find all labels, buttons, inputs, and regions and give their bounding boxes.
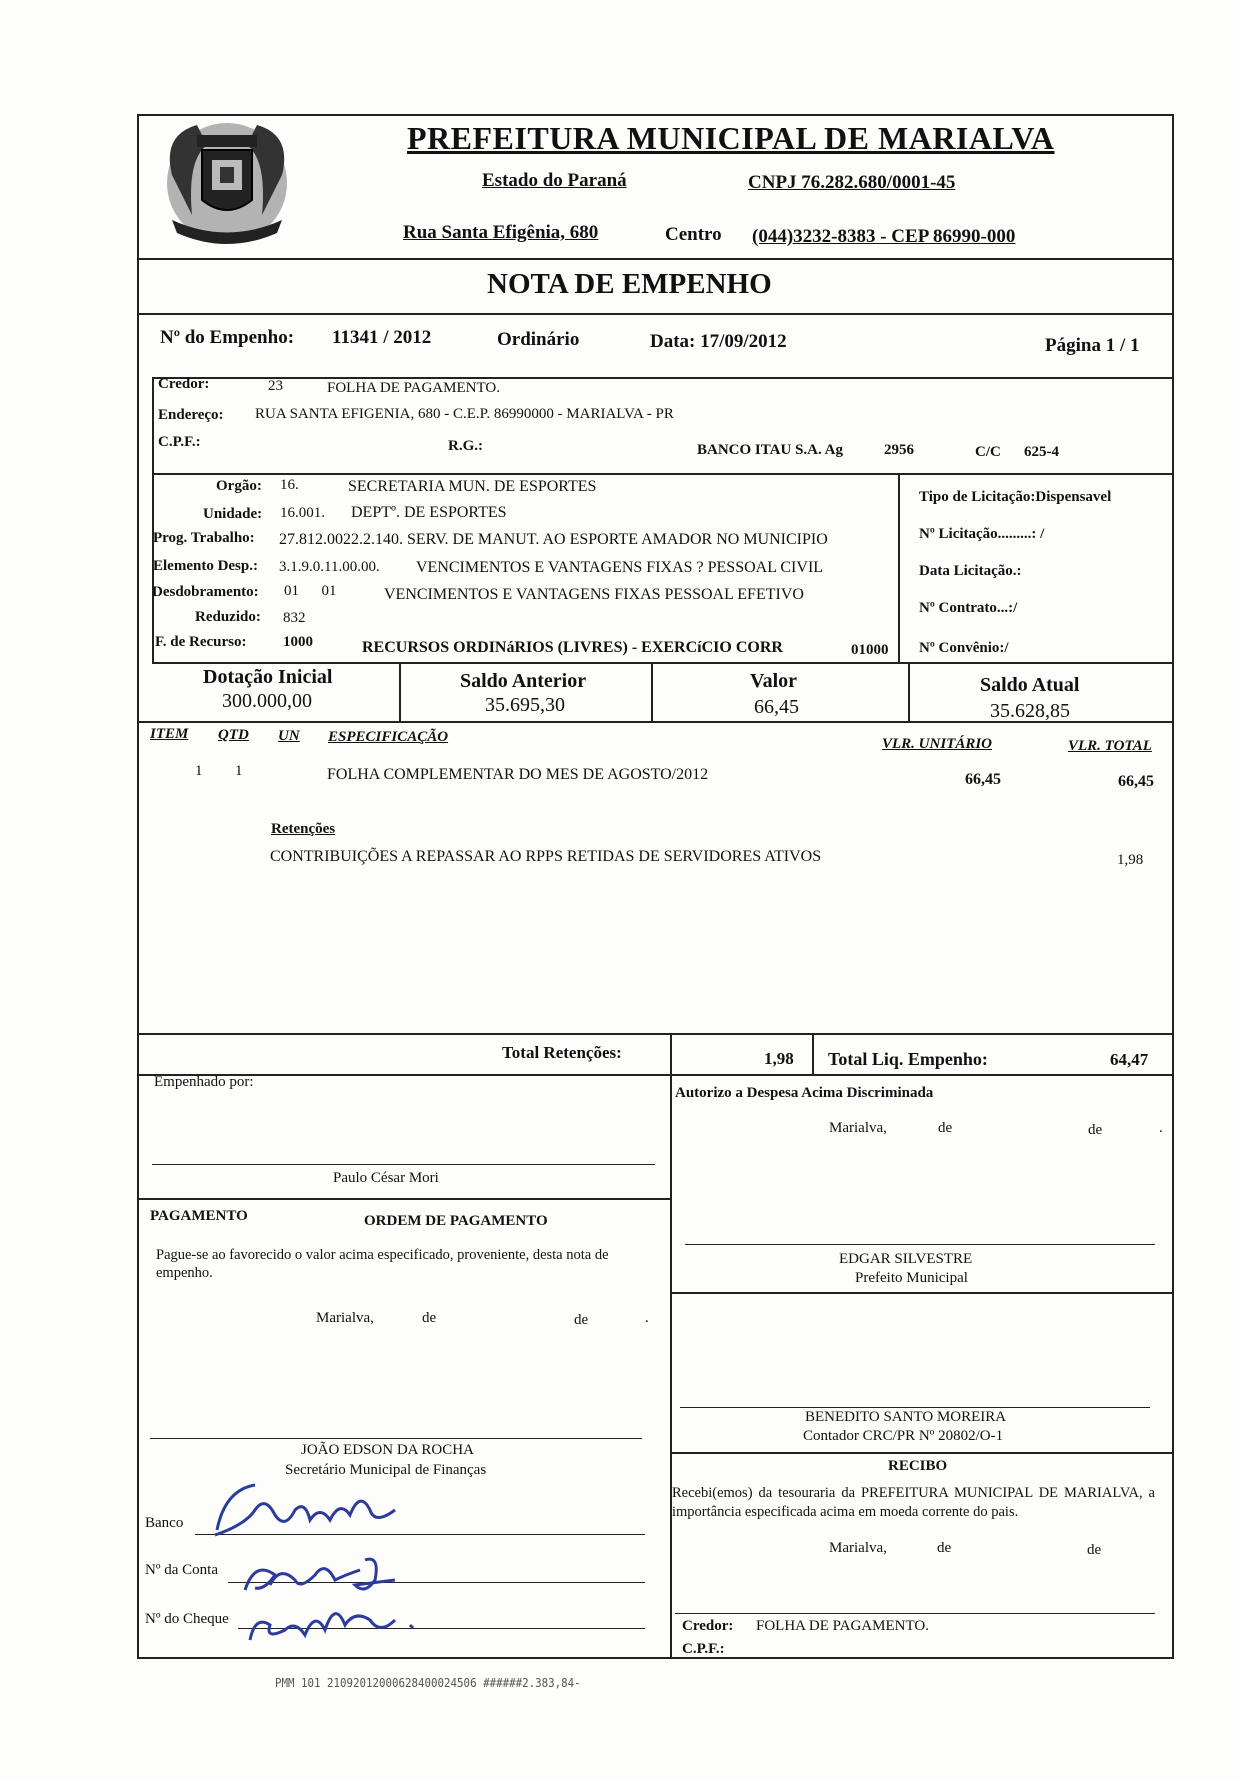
- reduzido-label: Reduzido:: [195, 609, 261, 625]
- empenhado-label: Empenhado por:: [154, 1074, 254, 1090]
- licitacao-tipo: Tipo de Licitação:Dispensavel: [919, 489, 1112, 505]
- unidade-label: Unidade:: [203, 506, 263, 522]
- divider: [137, 1074, 1174, 1076]
- retencoes-value: 1,98: [1117, 852, 1144, 868]
- divider: [137, 1198, 670, 1200]
- autorizo-city: Marialva,: [829, 1120, 887, 1136]
- recurso-code: 1000: [283, 634, 313, 650]
- divider: [908, 662, 910, 722]
- divider: [152, 662, 1174, 664]
- divider: [152, 377, 1174, 379]
- elemento-code: 3.1.9.0.11.00.00.: [279, 559, 380, 575]
- pagamento-city: Marialva,: [316, 1310, 374, 1326]
- signature-line: [152, 1164, 655, 1165]
- prefeito-name: EDGAR SILVESTRE: [839, 1251, 973, 1267]
- orgao-label: Orgão:: [216, 478, 262, 494]
- divider: [152, 473, 1174, 475]
- credor-label: Credor:: [158, 376, 210, 392]
- saldo-atual-value: 35.628,85: [990, 700, 1070, 722]
- doc-title: NOTA DE EMPENHO: [487, 268, 772, 300]
- licitacao-numero: Nº Licitação.........: /: [919, 526, 1045, 542]
- conta-label: Nº da Conta: [145, 1562, 218, 1578]
- secretario-name: JOÃO EDSON DA ROCHA: [301, 1442, 474, 1458]
- header-phone-cep: (044)3232-8383 - CEP 86990-000: [752, 226, 1016, 247]
- address-value: RUA SANTA EFIGENIA, 680 - C.E.P. 86990000 - MARIALVA - PR: [255, 406, 674, 422]
- item-total: 66,45: [1118, 773, 1154, 790]
- col-unit: VLR. UNITÁRIO: [882, 736, 993, 752]
- col-un: UN: [278, 728, 300, 744]
- recibo-credor: FOLHA DE PAGAMENTO.: [756, 1618, 929, 1634]
- recurso-num: 01000: [851, 642, 889, 658]
- divider: [670, 1033, 672, 1075]
- retencoes-title: Retenções: [271, 821, 336, 837]
- empenho-type: Ordinário: [497, 329, 580, 350]
- licitacao-convenio: Nº Convênio:/: [919, 640, 1009, 656]
- divider: [137, 1033, 1174, 1035]
- contador-role: Contador CRC/PR Nº 20802/O-1: [803, 1428, 1004, 1444]
- divider: [399, 662, 401, 722]
- divider: [651, 662, 653, 722]
- valor-label: Valor: [750, 670, 798, 692]
- dotacao-value: 300.000,00: [222, 690, 312, 712]
- saldo-atual-label: Saldo Atual: [980, 674, 1080, 696]
- credor-code: 23: [268, 378, 283, 394]
- dotacao-label: Dotação Inicial: [203, 666, 333, 688]
- total-retencoes-value: 1,98: [764, 1049, 794, 1068]
- header-centro: Centro: [665, 224, 722, 245]
- reduzido-value: 832: [283, 610, 306, 626]
- divider: [670, 1452, 1174, 1454]
- item-number: 1: [195, 763, 203, 779]
- item-unit: 66,45: [965, 771, 1001, 788]
- pagamento-dot: .: [645, 1310, 649, 1326]
- empenho-number: 11341 / 2012: [332, 327, 432, 348]
- col-total: VLR. TOTAL: [1068, 738, 1152, 754]
- prog-label: Prog. Trabalho:: [153, 530, 255, 546]
- bank-cc: 625-4: [1024, 444, 1059, 460]
- banco-label: Banco: [145, 1515, 184, 1531]
- total-liq-value: 64,47: [1110, 1050, 1149, 1069]
- elemento-value: VENCIMENTOS E VANTAGENS FIXAS ? PESSOAL CIVIL: [416, 559, 824, 576]
- header-cnpj: CNPJ 76.282.680/0001-45: [748, 172, 956, 193]
- valor-value: 66,45: [754, 696, 799, 718]
- empenhado-name: Paulo César Mori: [333, 1170, 439, 1186]
- header-title: PREFEITURA MUNICIPAL DE MARIALVA: [407, 120, 1055, 156]
- item-qtd: 1: [235, 763, 243, 779]
- cpf-label: C.P.F.:: [158, 434, 201, 450]
- header-state: Estado do Paraná: [482, 170, 627, 191]
- orgao-value: SECRETARIA MUN. DE ESPORTES: [348, 478, 597, 495]
- bank-name: BANCO ITAU S.A. Ag: [697, 442, 843, 458]
- signature-line: [680, 1407, 1150, 1408]
- signature-line: [685, 1244, 1155, 1245]
- payment-stamp: PMM 101 21092012000628400024506 ######2.383,84-: [275, 1676, 581, 1690]
- empenho-date: Data: 17/09/2012: [650, 331, 787, 352]
- col-qtd: QTD: [218, 727, 249, 743]
- saldo-anterior-label: Saldo Anterior: [460, 670, 587, 692]
- recurso-label: F. de Recurso:: [155, 634, 247, 650]
- header-street: Rua Santa Efigênia, 680: [403, 222, 599, 243]
- divider: [670, 1292, 1174, 1294]
- orgao-code: 16.: [280, 477, 299, 493]
- rg-label: R.G.:: [448, 438, 483, 454]
- licitacao-data: Data Licitação.:: [919, 563, 1022, 579]
- signature-line: [675, 1613, 1155, 1614]
- address-label: Endereço:: [158, 407, 224, 423]
- recibo-title: RECIBO: [888, 1458, 948, 1474]
- elemento-label: Elemento Desp.:: [153, 558, 258, 574]
- recibo-city: Marialva,: [829, 1540, 887, 1556]
- total-liq-label: Total Liq. Empenho:: [828, 1049, 988, 1069]
- desdob-value: VENCIMENTOS E VANTAGENS FIXAS PESSOAL EFETIVO: [384, 586, 804, 603]
- autorizo-de2: de: [1088, 1122, 1103, 1138]
- signature-line: [150, 1438, 642, 1439]
- pagamento-text: Pague-se ao favorecido o valor acima especificado, proveniente, desta nota de empenho.: [156, 1247, 609, 1281]
- bank-cc-label: C/C: [975, 444, 1001, 460]
- pagamento-label: PAGAMENTO: [150, 1208, 248, 1224]
- col-item: ITEM: [150, 726, 189, 742]
- contador-name: BENEDITO SANTO MOREIRA: [805, 1409, 1007, 1425]
- autorizo-de1: de: [938, 1120, 953, 1136]
- cheque-label: Nº do Cheque: [145, 1611, 229, 1627]
- divider: [812, 1033, 814, 1075]
- item-spec: FOLHA COMPLEMENTAR DO MES DE AGOSTO/2012: [327, 766, 709, 783]
- desdob-label: Desdobramento:: [152, 584, 259, 600]
- unidade-value: DEPTº. DE ESPORTES: [351, 504, 507, 521]
- prog-value: 27.812.0022.2.140. SERV. DE MANUT. AO ESPORTE AMADOR NO MUNICIPIO: [279, 531, 828, 548]
- autorizo-title: Autorizo a Despesa Acima Discriminada: [675, 1085, 934, 1101]
- recibo-text: Recebi(emos) da tesouraria da PREFEITURA MUNICIPAL DE MARIALVA, a importância especificada acima em moeda corrente do pais.: [672, 1485, 1155, 1520]
- autorizo-dot: .: [1159, 1120, 1163, 1136]
- pagamento-de2: de: [574, 1312, 589, 1328]
- empenho-page: Página 1 / 1: [1045, 335, 1140, 356]
- recibo-credor-label: Credor:: [682, 1618, 734, 1634]
- divider: [137, 721, 1174, 723]
- recibo-cpf-label: C.P.F.:: [682, 1641, 725, 1657]
- licitacao-contrato: Nº Contrato...:/: [919, 600, 1018, 616]
- retencoes-desc: CONTRIBUIÇÕES A REPASSAR AO RPPS RETIDAS DE SERVIDORES ATIVOS: [270, 848, 822, 865]
- total-retencoes-label: Total Retenções:: [502, 1043, 622, 1062]
- divider: [670, 1074, 672, 1659]
- bank-agency: 2956: [884, 442, 914, 458]
- recurso-value: RECURSOS ORDINáRIOS (LIVRES) - EXERCíCIO CORR: [362, 639, 783, 656]
- pagamento-de1: de: [422, 1310, 437, 1326]
- pagamento-title: ORDEM DE PAGAMENTO: [364, 1213, 548, 1229]
- credor-name: FOLHA DE PAGAMENTO.: [327, 380, 500, 396]
- prefeito-role: Prefeito Municipal: [855, 1270, 968, 1286]
- recibo-de2: de: [1087, 1542, 1102, 1558]
- saldo-anterior-value: 35.695,30: [485, 694, 565, 716]
- col-spec: ESPECIFICAÇÃO: [328, 729, 449, 745]
- handwritten-signature: [195, 1480, 425, 1650]
- divider: [152, 377, 154, 662]
- recibo-de1: de: [937, 1540, 952, 1556]
- unidade-code: 16.001.: [280, 505, 325, 521]
- divider: [137, 313, 1174, 315]
- divider: [898, 473, 900, 663]
- divider: [137, 258, 1174, 260]
- secretario-role: Secretário Municipal de Finanças: [285, 1462, 487, 1478]
- empenho-label: Nº do Empenho:: [160, 327, 295, 348]
- desdob-code: 01 01: [284, 583, 337, 599]
